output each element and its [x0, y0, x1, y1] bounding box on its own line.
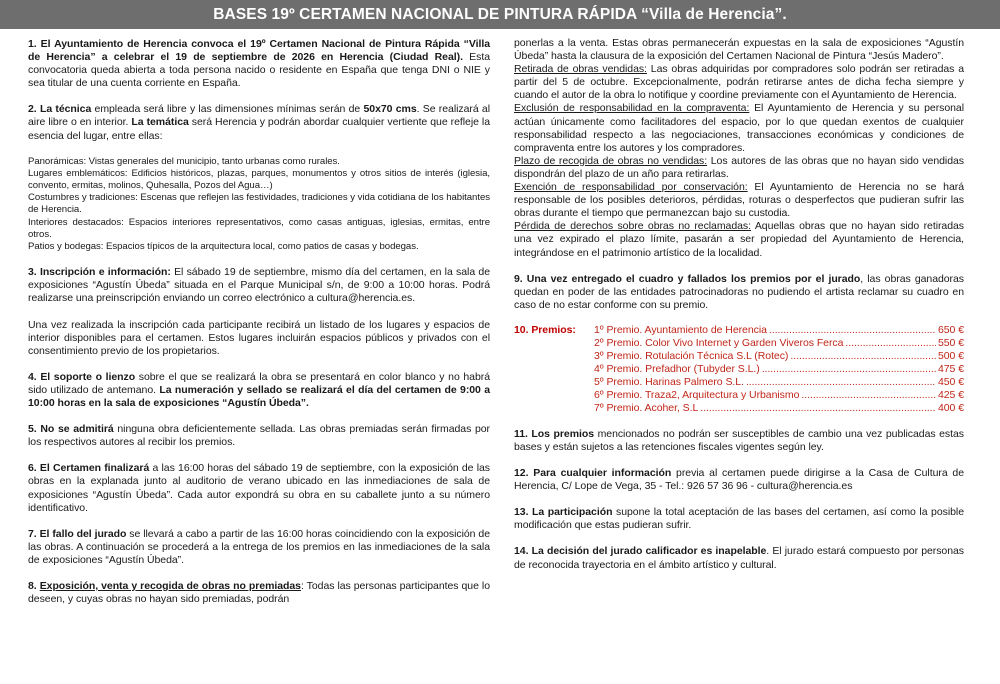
section-13 [514, 506, 964, 532]
section-12-text: previa al certamen puede dirigirse a la Casa de Cultura de Herencia, C/ Lope de Vega, 35 - Tel.: 926 57 36 96 - cultura@herencia.es [514, 467, 965, 493]
exclusion-responsabilidad [514, 102, 964, 154]
exencion-heading: Exención de responsabilidad por conservación: [514, 181, 748, 194]
theme-item: Interiores destacados: Espacios interiores representativos, como casas antiguas, iglesias, ermitas, entre otros. [28, 216, 490, 240]
themes-list [28, 156, 490, 254]
page-title: BASES 19º CERTAMEN NACIONAL DE PINTURA RÁPIDA “Villa de Herencia”. [0, 0, 1000, 29]
perdida-text: Aquellas obras que no hayan sido retiradas una vez expirado el plazo límite, pasarán a ser propiedad del Ayuntamiento de Herencia, integrándose en el patrimonio artístico de la localidad. [514, 220, 965, 259]
section-5 [28, 423, 490, 449]
prize-row [594, 324, 964, 337]
theme-item: Panorámicas: Vistas generales del municipio, tanto urbanas como rurales. [28, 155, 340, 167]
prize-leader-dots [700, 402, 936, 415]
section-4-heading: 4. El soporte o lienzo [28, 370, 136, 383]
prize-amount: 500 € [937, 350, 964, 363]
section-2-theme-heading: La temática [131, 116, 189, 129]
section-5-heading: 5. No se admitirá [28, 423, 114, 436]
exclusion-heading: Exclusión de responsabilidad en la compraventa: [514, 102, 750, 115]
prize-row [594, 363, 964, 376]
section-11 [514, 428, 964, 454]
section-6 [28, 462, 490, 514]
section-9 [514, 273, 964, 312]
prize-leader-dots [746, 376, 936, 389]
section-2-text-2: . Se realizará al aire libre o en interior. [28, 103, 490, 129]
section-9-text: , las obras ganadoras quedan en poder de las entidades patrocinadoras no pudiendo el artista reclamar su cuadro en caso de no estar conforme con su premio. [514, 272, 964, 311]
prizes-heading: 10. Premios: [514, 323, 576, 336]
prize-name: 4º Premio. Prefadhor (Tubyder S.L.) [594, 363, 760, 376]
prize-leader-dots [769, 324, 936, 337]
prize-amount: 650 € [937, 323, 964, 336]
prize-leader-dots [790, 350, 936, 363]
prize-list [594, 324, 964, 416]
perdida-heading: Pérdida de derechos sobre obras no reclamadas: [514, 220, 751, 233]
prize-row [594, 389, 964, 402]
section-2-heading: 2. La técnica [28, 103, 92, 116]
section-3-heading: 3. Inscripción e información: [28, 266, 171, 279]
section-2-dimensions: 50x70 cms [363, 103, 417, 116]
section-7-text: se llevará a cabo a partir de las 16:00 horas coincidiendo con la exposición de las obras. A continuación se procederá a la entrega de los premios en las inmediaciones de la sala de exposiciones “Agustín Úbeda”. [28, 527, 490, 566]
section-1 [28, 38, 490, 90]
exclusion-text: El Ayuntamiento de Herencia y su personal actúan únicamente como facilitadores del espacio, por lo que quedan exentos de cualquier responsabilidad respecto a las negociaciones, transacciones económicas y condiciones de compraventa entre los autores y los compradores. [514, 102, 964, 154]
left-column [28, 38, 490, 606]
section-1-heading: 1. El Ayuntamiento de Herencia convoca el 19º Certamen Nacional de Pintura Rápida “Villa de Herencia” a celebrar el 19 de septiembre de 2026 en Herencia (Ciudad Real). [28, 38, 490, 64]
section-2-text-3: será Herencia y podrán abordar cualquier vertiente que refleje la esencia del lugar, entre ellas: [28, 116, 490, 142]
section-13-text: supone la total aceptación de las bases del certamen, así como la posible modificación que estas pudieran sufrir. [514, 506, 964, 532]
prize-amount: 475 € [937, 363, 964, 376]
retirada-text: Las obras adquiridas por compradores solo podrán ser retiradas a partir del 5 de octubre. Excepcionalmente, podrán retirarse antes de dicha fecha siempre y cuando el autor de la obra lo notifique y coordine previamente con el Ayuntamiento de Herencia. [514, 63, 964, 102]
prizes-section [514, 324, 964, 422]
section-12 [514, 467, 964, 493]
section-4 [28, 371, 490, 410]
section-3-paragraph-2: Una vez realizada la inscripción cada participante recibirá un listado de los lugares y espacios de interior disponibles para el certamen. Estos lugares incluirán espacios públicos y privados con el consentimiento previo de los propietarios. [28, 318, 490, 357]
section-14-heading: 14. La decisión del jurado calificador es inapelable [514, 545, 767, 558]
section-11-heading: 11. Los premios [514, 427, 595, 440]
prize-row [594, 376, 964, 389]
section-8-number: 8. [28, 579, 40, 592]
section-1-text: Esta convocatoria queda abierta a toda persona nacido o residente en España que tenga DNI o NIE y sea titular de una cuenta corriente en España. [28, 51, 490, 90]
section-2-text: empleada será libre y las dimensiones mínimas serán de [91, 103, 364, 116]
section-8-continued: ponerlas a la venta. Estas obras permanecerán expuestas en la sala de exposiciones “Agustín Úbeda” hasta la clausura de la exposición del Certamen Nacional de Pintura “Jesús Madero”. [514, 37, 964, 63]
section-4-text: sobre el que se realizará la obra se presentará en color blanco y no habrá sido utilizado de antemano. [28, 370, 490, 396]
theme-item: Lugares emblemáticos: Edificios históricos, plazas, parques, monumentos y otros sitios de interés (iglesia, convento, ermitas, molinos, Quhesalla, Pozos del Agua…) [28, 167, 490, 192]
section-2 [28, 103, 490, 142]
prize-name: 7º Premio. Acoher, S.L [594, 402, 699, 415]
prize-name: 3º Premio. Rotulación Técnica S.L (Rotec) [594, 350, 789, 363]
perdida-derechos [514, 220, 964, 259]
section-4-bold-text: La numeración y sellado se realizará el día del certamen de 9:00 a 10:00 horas en la sala de exposiciones “Agustín Úbeda”. [28, 383, 490, 410]
section-14 [514, 545, 964, 571]
retirada-obras [514, 63, 964, 102]
section-3-text: El sábado 19 de septiembre, mismo día del certamen, en la sala de exposiciones “Agustín Úbeda” situada en el Parque Municipal s/n, de 9:00 a 10:00 horas. Podrá realizarse una preinscripción enviando un correo electrónico a cultura@herencia.es. [28, 266, 490, 305]
prize-row [594, 337, 964, 350]
section-14-text: . El jurado estará compuesto por personas de reconocida trayectoria en el ámbito artístico y cultural. [514, 545, 965, 571]
section-3 [28, 266, 490, 305]
prize-name: 6º Premio. Traza2, Arquitectura y Urbanismo [594, 389, 800, 402]
prize-name: 5º Premio. Harinas Palmero S.L. [594, 376, 744, 389]
section-9-heading: 9. Una vez entregado el cuadro y fallados los premios por el jurado [514, 272, 861, 285]
section-13-heading: 13. La participación [514, 506, 613, 519]
exencion-responsabilidad [514, 181, 964, 220]
prize-amount: 450 € [937, 376, 964, 389]
section-8 [28, 580, 490, 606]
prize-row [594, 402, 964, 415]
section-6-text: a las 16:00 horas del sábado 19 de septiembre, con la exposición de las obras en la explanada junto al auditorio de verano ubicado en las inmediaciones de sala de exposiciones “Agustín Úbeda”. Cada autor expondrá su obra en su caballete junto a su número identificativo. [28, 462, 490, 514]
section-12-heading: 12. Para cualquier información [514, 467, 672, 480]
prize-amount: 550 € [937, 336, 964, 349]
right-column [514, 37, 964, 572]
plazo-recogida [514, 155, 964, 181]
section-5-text: ninguna obra deficientemente sellada. Las obras premiadas serán firmadas por los respectivos autores al recibir los premios. [28, 423, 490, 449]
section-8-heading: Exposición, venta y recogida de obras no premiadas [39, 579, 301, 592]
section-7 [28, 528, 490, 567]
section-8-text: : Todas las personas participantes que lo deseen, y cuyas obras no hayan sido premiadas, podrán [28, 579, 490, 606]
theme-item: Costumbres y tradiciones: Escenas que reflejen las festividades, tradiciones y vida cotidiana de los habitantes de Herencia. [28, 192, 490, 216]
prize-amount: 425 € [937, 389, 964, 402]
section-6-heading: 6. El Certamen finalizará [28, 462, 150, 475]
prize-name: 1º Premio. Ayuntamiento de Herencia [594, 323, 767, 336]
plazo-text: Los autores de las obras que no hayan sido vendidas dispondrán del plazo de un año para retirarlas. [514, 154, 964, 180]
theme-item: Patios y bodegas: Espacios típicos de la arquitectura local, como patios de casas y bodegas. [28, 241, 419, 253]
section-11-text: mencionados no podrán ser susceptibles de cambio una vez publicadas estas bases y están sujetos a las retenciones fiscales vigentes según ley. [514, 427, 964, 453]
prize-amount: 400 € [937, 402, 964, 415]
exencion-text: El Ayuntamiento de Herencia no se hará responsable de los posibles deterioros, pérdidas, roturas o desperfectos que pudieran sufrir las obras durante el tiempo que permanezcan bajo su custodia. [514, 181, 964, 220]
retirada-heading: Retirada de obras vendidas: [514, 63, 647, 76]
prize-leader-dots [845, 337, 936, 350]
plazo-heading: Plazo de recogida de obras no vendidas: [514, 154, 708, 167]
prize-leader-dots [801, 389, 936, 402]
section-7-heading: 7. El fallo del jurado [28, 527, 127, 540]
prize-name: 2º Premio. Color Vivo Internet y Garden Viveros Ferca [594, 336, 844, 349]
prize-leader-dots [762, 363, 936, 376]
prize-row [594, 350, 964, 363]
